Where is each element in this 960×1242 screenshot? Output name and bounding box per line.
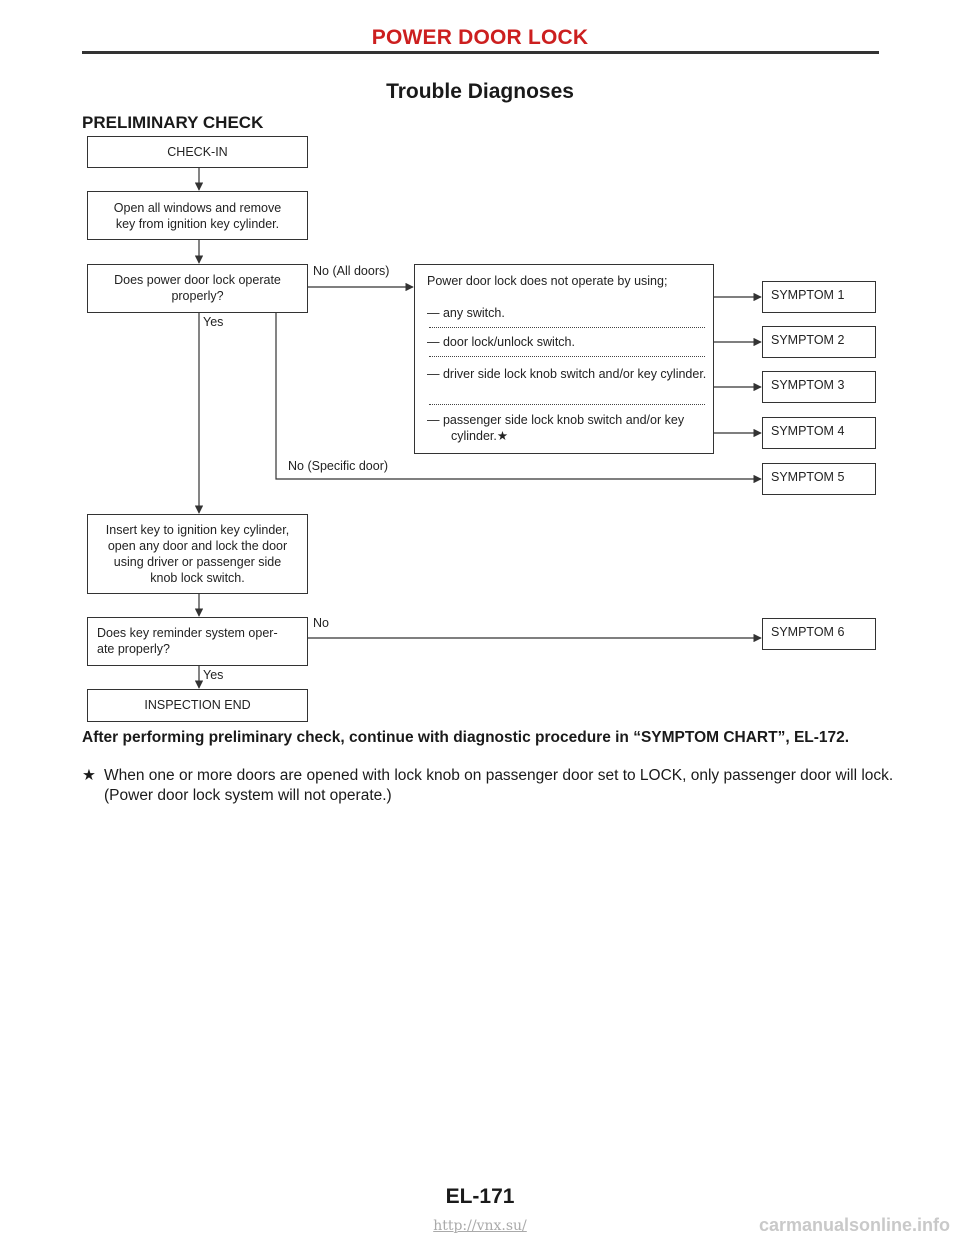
after-check-note: After performing preliminary check, continue with diagnostic procedure in “SYMPTOM CHART”, EL-172. (82, 729, 850, 746)
header-title: POWER DOOR LOCK (371, 26, 589, 49)
symptom-3-box: SYMPTOM 3 (762, 371, 876, 403)
open-windows-box: Open all windows and remove key from ignition key cylinder. (87, 191, 308, 240)
symptom-6-box: SYMPTOM 6 (762, 618, 876, 650)
symptom-4-box: SYMPTOM 4 (762, 417, 876, 449)
key-reminder-question-box: Does key reminder system oper- ate properly? (87, 617, 308, 666)
operate-question-box: Does power door lock operate properly? (87, 264, 308, 313)
star-note-text: When one or more doors are opened with lock knob on passenger door set to LOCK, only passenger door will lock. (Power door lock system will not operate.) (104, 767, 894, 804)
symptom-1-box: SYMPTOM 1 (762, 281, 876, 313)
no-specific-door-label: No (Specific door) (288, 459, 389, 473)
inspection-end-box: INSPECTION END (87, 689, 308, 722)
star-symbol: ★ (82, 767, 96, 784)
subsection-title: PRELIMINARY CHECK (82, 113, 264, 132)
yes-label-2: Yes (203, 668, 224, 682)
no-label-2: No (313, 616, 329, 630)
check-in-box: CHECK-IN (87, 136, 308, 168)
symptom-2-box: SYMPTOM 2 (762, 326, 876, 358)
insert-key-box: Insert key to ignition key cylinder, open any door and lock the door using driver or passenger side knob lock switch. (87, 514, 308, 594)
footer-url-link[interactable]: http://vnx.su/ (433, 1218, 527, 1234)
symptom-5-box: SYMPTOM 5 (762, 463, 876, 495)
watermark-text: carmanualsonline.info (758, 1215, 950, 1235)
page-number: EL-171 (445, 1185, 515, 1208)
yes-label-1: Yes (203, 315, 224, 329)
no-all-doors-label: No (All doors) (313, 264, 390, 278)
star-note (82, 766, 904, 806)
power-door-lock-box: Power door lock does not operate by using; — any switch. — door lock/unlock switch. — driver side lock knob switch and/or key cylinder. — passenger side lock knob switch and/or key cylinder.★ (414, 264, 714, 454)
section-title: Trouble Diagnoses (386, 80, 574, 103)
